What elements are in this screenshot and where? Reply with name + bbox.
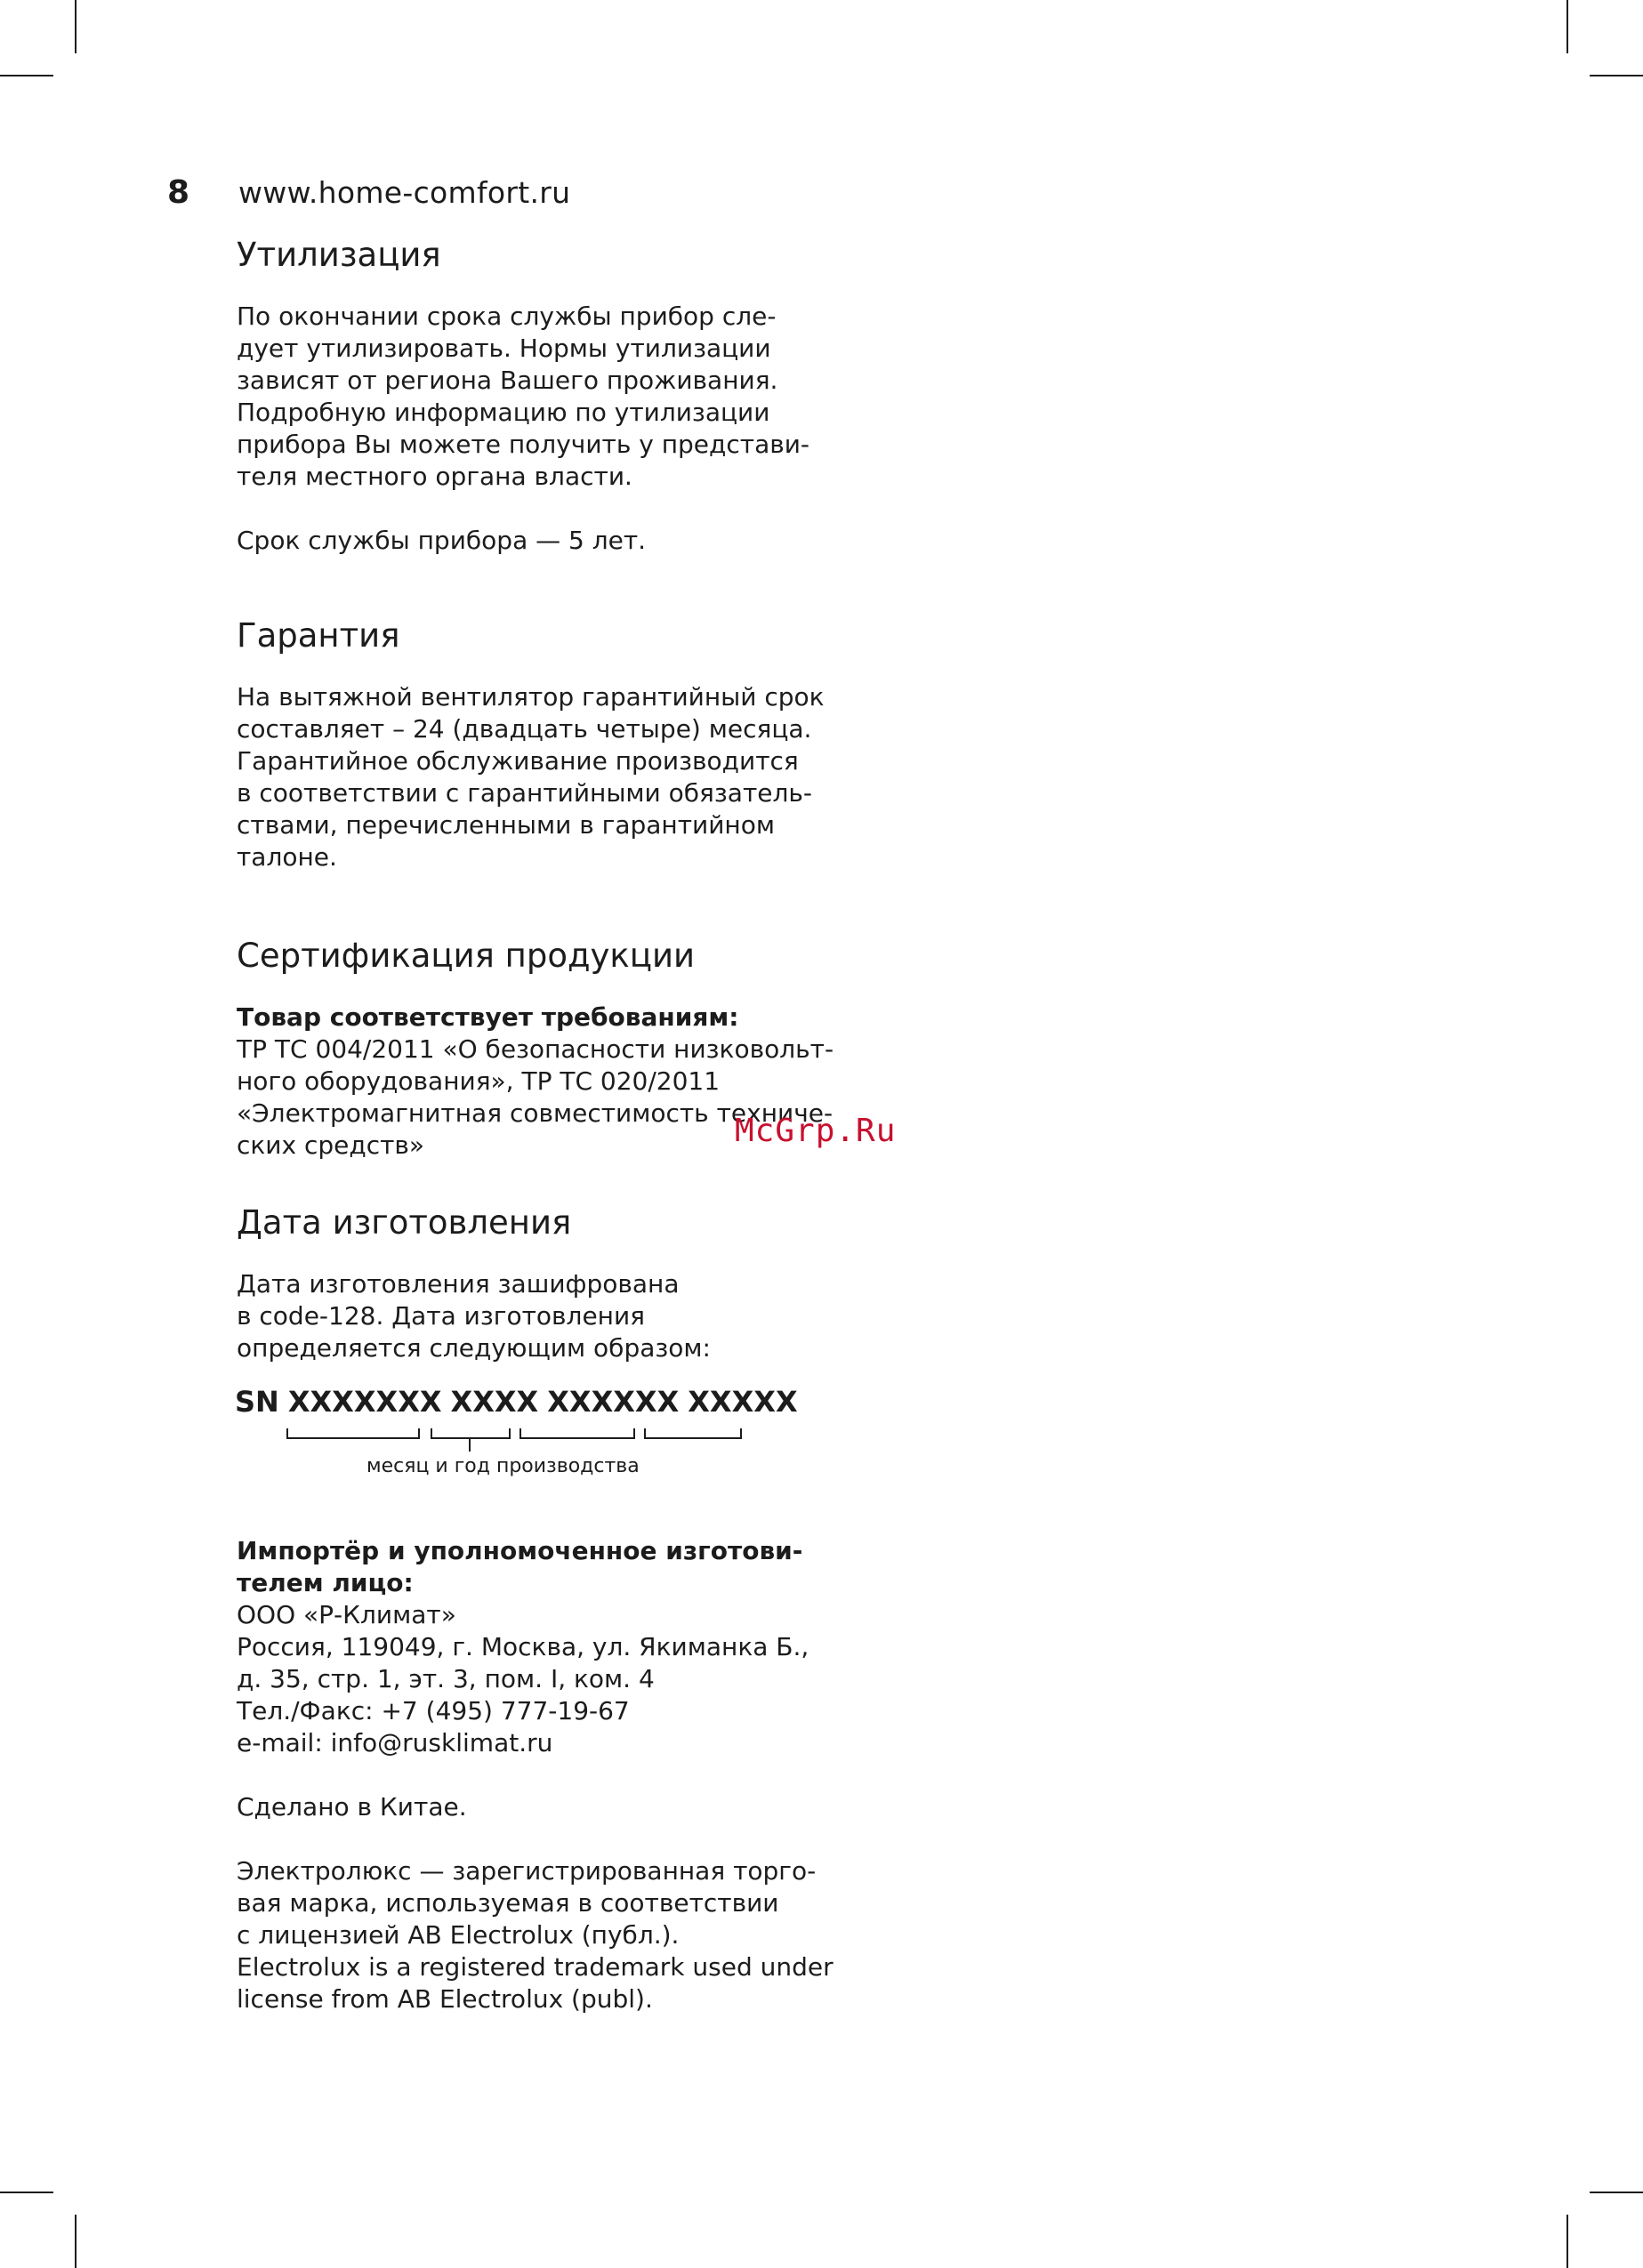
certification-lead: Товар соответствует требованиям: (237, 1002, 739, 1032)
sn-prefix: SN (235, 1385, 279, 1419)
page-header (167, 171, 570, 213)
sn-bracket-1 (286, 1428, 420, 1439)
crop-mark-top-right (1566, 0, 1568, 53)
warranty-section (237, 614, 966, 934)
crop-mark-top-right (1590, 75, 1643, 76)
sn-bracket-3 (519, 1428, 635, 1439)
sn-bracket-2 (431, 1428, 511, 1439)
made-in-text: Сделано в Китае. (237, 1792, 467, 1822)
utilization-title: Утилизация (237, 236, 441, 274)
sn-segment-2: XXXX (450, 1385, 539, 1419)
utilization-section (237, 233, 966, 614)
service-life-text: Срок службы прибора — 5 лет. (237, 526, 647, 555)
sn-segment-4: XXXXX (688, 1385, 798, 1419)
crop-mark-top-left (75, 0, 77, 53)
certification-text: ТР ТС 004/2011 «О безопасности низковольт- ного оборудования», ТР ТС 020/2011 «Электромагнитная совместимость техниче- ских средств» (237, 1034, 834, 1160)
warranty-title: Гарантия (237, 616, 400, 655)
importer-section (237, 1535, 966, 2015)
warranty-text: На вытяжной вентилятор гарантийный срок составляет – 24 (двадцать четыре) месяца. Гарантийное обслуживание производится в соответствии с гарантийными обязатель- ствами, перечисленными в гарантийном талоне. (237, 682, 825, 872)
importer-details: ООО «Р-Климат» Россия, 119049, г. Москва, ул. Якиманка Б., д. 35, стр. 1, эт. 3, пом. I, ком. 4 Тел./Факс: +7 (495) 777-19-67 e-mail: info@rusklimat.ru (237, 1600, 809, 1757)
serial-number-diagram (237, 1384, 966, 1491)
manufacture-date-text: Дата изготовления зашифрована в code-128. Дата изготовления определяется следующим образом: (237, 1269, 711, 1363)
certification-section (237, 934, 966, 1201)
utilization-text: По окончании срока службы прибор сле- дует утилизировать. Нормы утилизации зависят от региона Вашего проживания. Подробную информацию по утилизации прибора Вы можете получить у представи- теля местного органа власти. (237, 302, 810, 491)
sn-caption: месяц и год производства (366, 1455, 640, 1477)
sn-bracket-tick (469, 1439, 471, 1452)
trademark-text: Электролюкс — зарегистрированная торго- вая марка, используемая в соответствии с лицензией АВ Electrolux (публ.). Electrolux is a registered trademark used under license from AB Electrolux (publ). (237, 1856, 834, 2014)
crop-mark-bottom-right (1590, 2192, 1643, 2193)
watermark: McGrp.Ru (735, 1113, 897, 1149)
certification-title: Сертификация продукции (237, 937, 696, 975)
crop-mark-bottom-right (1566, 2215, 1568, 2268)
sn-segment-3: XXXXXX (547, 1385, 680, 1419)
manufacture-date-section (237, 1201, 966, 1491)
sn-bracket-4 (644, 1428, 742, 1439)
sn-segment-1: XXXXXXX (287, 1385, 442, 1419)
crop-mark-top-left (0, 75, 53, 76)
crop-mark-bottom-left (75, 2215, 77, 2268)
crop-mark-bottom-left (0, 2192, 53, 2193)
manufacture-date-title: Дата изготовления (237, 1203, 572, 1242)
serial-number-line (235, 1384, 807, 1420)
page-number: 8 (167, 173, 190, 211)
importer-lead: Импортёр и уполномоченное изготови- телем лицо: (237, 1536, 803, 1597)
site-url: www.home-comfort.ru (238, 174, 571, 210)
